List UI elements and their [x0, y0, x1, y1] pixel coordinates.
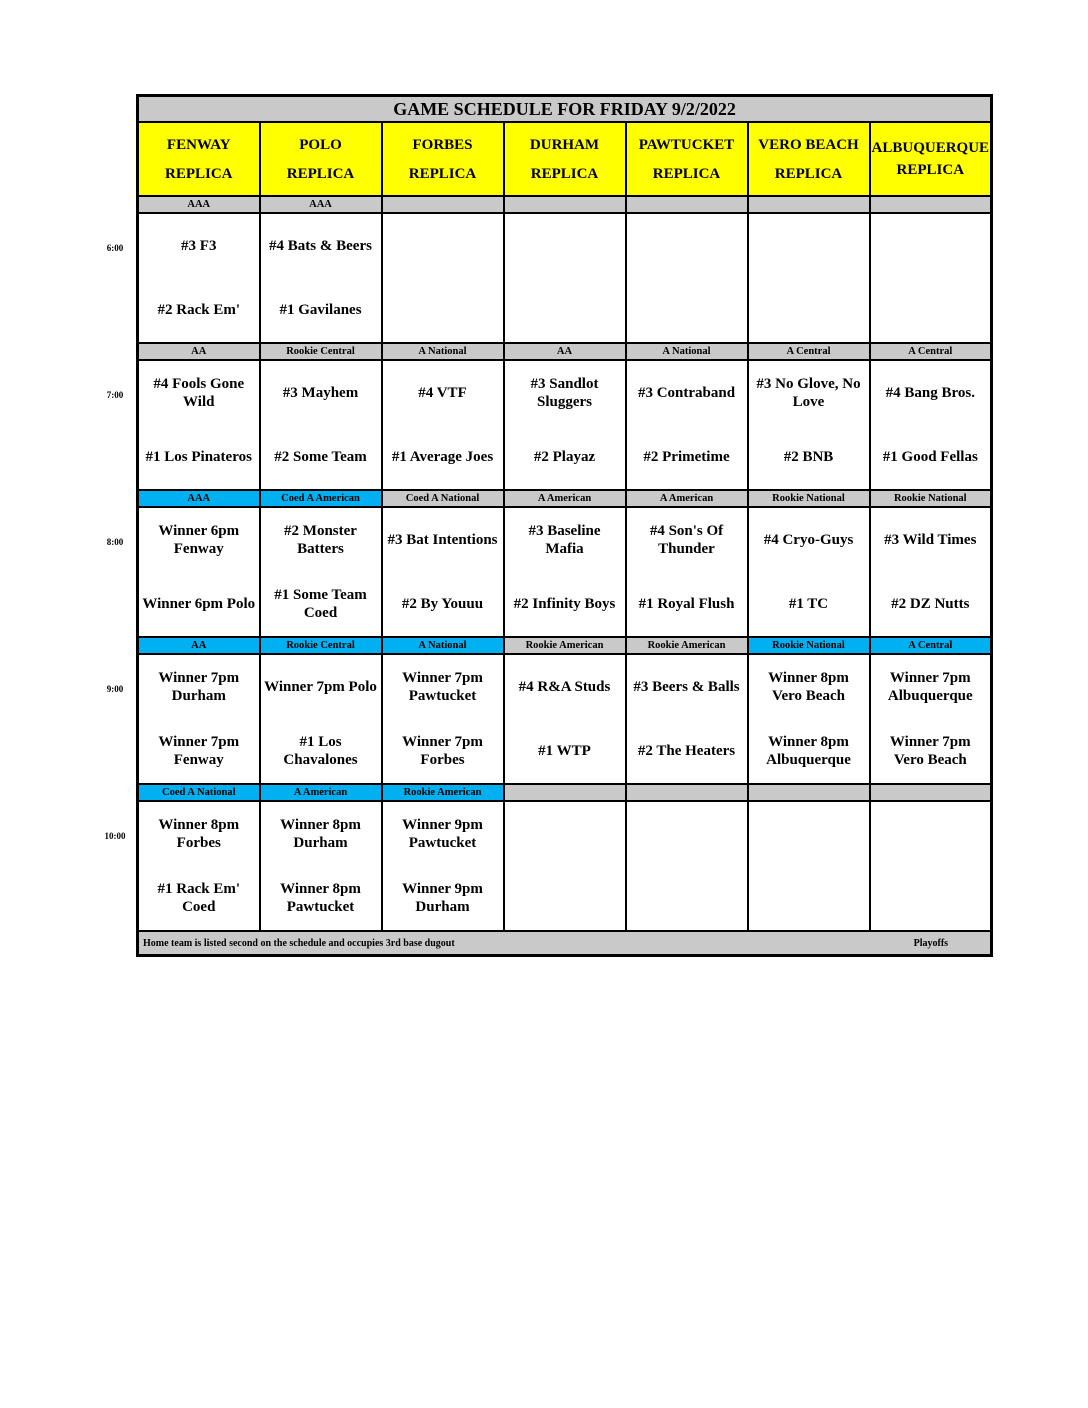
division-label: A American — [504, 490, 626, 507]
division-label — [870, 196, 992, 213]
game-cell — [748, 801, 870, 931]
division-label: Coed A National — [138, 784, 260, 801]
division-label: A National — [626, 343, 748, 360]
field-name: VERO BEACH — [758, 136, 859, 153]
division-label — [748, 196, 870, 213]
division-label: A National — [382, 343, 504, 360]
division-label — [504, 196, 626, 213]
game-row — [138, 507, 992, 637]
game-cell — [260, 654, 382, 784]
division-row — [138, 343, 992, 360]
game-cell — [870, 213, 992, 343]
game-cell — [748, 654, 870, 784]
game-cell — [138, 507, 260, 637]
division-row — [138, 490, 992, 507]
home-team: #2 Some Team — [274, 449, 367, 465]
division-label — [748, 784, 870, 801]
away-team: #4 VTF — [418, 385, 467, 401]
home-team: #2 DZ Nutts — [891, 596, 970, 612]
home-team — [627, 278, 747, 342]
division-label: Rookie National — [870, 490, 992, 507]
field-header-vero-beach — [748, 122, 870, 196]
game-cell — [870, 360, 992, 490]
schedule-table — [136, 94, 993, 957]
division-label: AA — [138, 343, 260, 360]
time-label: 7:00 — [106, 390, 124, 400]
game-cell — [626, 801, 748, 931]
away-team — [627, 802, 747, 866]
home-team: #1 Good Fellas — [882, 449, 978, 465]
division-label — [382, 196, 504, 213]
field-header-fenway — [138, 122, 260, 196]
game-cell — [504, 213, 626, 343]
away-team: #3 Wild Times — [884, 532, 977, 548]
division-label — [870, 784, 992, 801]
home-team: Winner 7pm Vero Beach — [889, 734, 971, 768]
away-team: Winner 7pm Albuquerque — [887, 670, 973, 704]
division-label: AAA — [138, 196, 260, 213]
home-team — [749, 278, 869, 342]
time-label: 8:00 — [106, 537, 124, 547]
game-cell — [382, 654, 504, 784]
away-team: #3 Sandlot Sluggers — [530, 376, 599, 410]
game-cell — [260, 801, 382, 931]
away-team: #4 R&A Studs — [518, 679, 611, 695]
division-label: A American — [260, 784, 382, 801]
home-team: #1 Los Chavalones — [283, 734, 358, 768]
away-team: #3 Baseline Mafia — [528, 523, 601, 557]
game-cell — [504, 654, 626, 784]
field-header-albuquerque — [870, 122, 992, 196]
game-cell — [748, 360, 870, 490]
away-team: #3 Contraband — [637, 385, 736, 401]
home-team — [505, 866, 625, 930]
game-cell — [260, 507, 382, 637]
away-team — [627, 214, 747, 278]
division-label — [504, 784, 626, 801]
away-team: Winner 8pm Vero Beach — [768, 670, 849, 704]
home-team: #2 Playaz — [533, 449, 596, 465]
home-team: #2 Primetime — [643, 449, 730, 465]
game-cell — [504, 507, 626, 637]
division-row — [138, 196, 992, 213]
home-team: #2 Infinity Boys — [513, 596, 616, 612]
division-label: Rookie National — [748, 490, 870, 507]
home-team: #1 Royal Flush — [638, 596, 735, 612]
game-cell — [748, 507, 870, 637]
away-team: #4 Cryo-Guys — [763, 532, 854, 548]
field-header-forbes — [382, 122, 504, 196]
division-label: AAA — [260, 196, 382, 213]
away-team: Winner 7pm Polo — [264, 679, 377, 695]
home-team — [871, 278, 991, 342]
away-team: Winner 9pm Pawtucket — [402, 817, 483, 851]
game-cell — [870, 801, 992, 931]
home-team-note: Home team is listed second on the schedule and occupies 3rd base dugout — [143, 937, 455, 949]
division-label — [626, 196, 748, 213]
home-team — [627, 866, 747, 930]
away-team: #4 Son's Of Thunder — [649, 523, 724, 557]
division-label: Coed A American — [260, 490, 382, 507]
game-cell — [382, 213, 504, 343]
away-team: Winner 7pm Pawtucket — [402, 670, 483, 704]
division-row — [138, 784, 992, 801]
time-label: 9:00 — [106, 684, 124, 694]
away-team: Winner 8pm Forbes — [158, 817, 240, 851]
home-team — [505, 278, 625, 342]
home-team: Winner 6pm Polo — [142, 596, 256, 612]
field-subtitle: REPLICA — [896, 162, 965, 178]
away-team: Winner 7pm Durham — [158, 670, 240, 704]
division-label: Rookie American — [626, 637, 748, 654]
home-team: #1 Average Joes — [391, 449, 494, 465]
home-team: #2 BNB — [783, 449, 834, 465]
field-name: DURHAM — [529, 136, 600, 153]
home-team: Winner 7pm Fenway — [158, 734, 240, 768]
game-cell — [138, 213, 260, 343]
home-team: Winner 7pm Forbes — [402, 734, 483, 768]
away-team: #3 F3 — [181, 238, 217, 254]
home-team — [383, 278, 503, 342]
away-team: #4 Fools Gone Wild — [153, 376, 245, 410]
field-name: POLO — [299, 136, 342, 153]
away-team: #2 Monster Batters — [284, 523, 357, 557]
division-label — [626, 784, 748, 801]
game-row — [138, 654, 992, 784]
game-cell — [626, 360, 748, 490]
field-header-polo — [260, 122, 382, 196]
home-team — [749, 866, 869, 930]
division-label: Rookie Central — [260, 637, 382, 654]
game-cell — [382, 801, 504, 931]
home-team: #1 Some Team Coed — [274, 587, 367, 621]
home-team: #1 TC — [788, 596, 829, 612]
division-label: Rookie American — [504, 637, 626, 654]
away-team — [505, 802, 625, 866]
home-team: Winner 8pm Albuquerque — [766, 734, 851, 768]
home-team: #2 Rack Em' — [157, 302, 240, 318]
division-label: A National — [382, 637, 504, 654]
away-team — [871, 214, 991, 278]
division-label: Rookie American — [382, 784, 504, 801]
game-cell — [626, 507, 748, 637]
home-team — [871, 866, 991, 930]
game-cell — [138, 801, 260, 931]
time-label: 6:00 — [106, 243, 124, 253]
game-row — [138, 801, 992, 931]
home-team: #1 Los Pinateros — [145, 449, 252, 465]
game-cell — [382, 360, 504, 490]
away-team — [749, 802, 869, 866]
game-cell — [626, 213, 748, 343]
game-cell — [748, 213, 870, 343]
game-cell — [382, 507, 504, 637]
game-cell — [260, 360, 382, 490]
game-cell — [138, 654, 260, 784]
division-label: AAA — [138, 490, 260, 507]
field-name: FENWAY — [166, 136, 231, 153]
field-header-pawtucket — [626, 122, 748, 196]
footer-note-bar — [138, 931, 992, 956]
schedule-title: GAME SCHEDULE FOR FRIDAY 9/2/2022 — [138, 96, 992, 123]
division-label: A Central — [748, 343, 870, 360]
home-team: #2 The Heaters — [637, 743, 736, 759]
away-team — [749, 214, 869, 278]
home-team: #1 Rack Em' Coed — [157, 881, 240, 915]
field-header-durham — [504, 122, 626, 196]
away-team: #3 No Glove, No Love — [756, 376, 861, 410]
field-subtitle: REPLICA — [530, 165, 599, 182]
away-team: #4 Bats & Beers — [269, 238, 372, 254]
game-cell — [260, 213, 382, 343]
away-team: Winner 6pm Fenway — [158, 523, 240, 557]
field-subtitle: REPLICA — [164, 165, 233, 182]
game-cell — [138, 360, 260, 490]
home-team: #1 Gavilanes — [279, 302, 362, 318]
away-team: #3 Mayhem — [282, 385, 359, 401]
division-row — [138, 637, 992, 654]
division-label: A American — [626, 490, 748, 507]
field-name: FORBES — [412, 136, 473, 153]
division-label: A Central — [870, 637, 992, 654]
away-team — [383, 214, 503, 278]
division-label: AA — [138, 637, 260, 654]
division-label: Rookie Central — [260, 343, 382, 360]
division-label: Coed A National — [382, 490, 504, 507]
time-label: 10:00 — [104, 831, 126, 841]
game-cell — [870, 654, 992, 784]
game-cell — [870, 507, 992, 637]
game-cell — [626, 654, 748, 784]
away-team — [871, 802, 991, 866]
division-label: AA — [504, 343, 626, 360]
division-label: Rookie National — [748, 637, 870, 654]
game-cell — [504, 801, 626, 931]
home-team: Winner 8pm Pawtucket — [280, 881, 361, 915]
field-header-row — [138, 122, 992, 196]
field-name: ALBUQUERQUE — [871, 140, 990, 156]
away-team: #3 Bat Intentions — [387, 532, 498, 548]
game-row — [138, 213, 992, 343]
game-row — [138, 360, 992, 490]
field-subtitle: REPLICA — [408, 165, 477, 182]
game-cell — [504, 360, 626, 490]
home-team: Winner 9pm Durham — [402, 881, 483, 915]
division-label: A Central — [870, 343, 992, 360]
field-subtitle: REPLICA — [774, 165, 843, 182]
home-team: #1 WTP — [538, 743, 591, 759]
field-name: PAWTUCKET — [638, 136, 735, 153]
away-team: Winner 8pm Durham — [280, 817, 361, 851]
home-team: #2 By Youuu — [401, 596, 484, 612]
field-subtitle: REPLICA — [652, 165, 721, 182]
away-team — [505, 214, 625, 278]
away-team: #3 Beers & Balls — [633, 679, 740, 695]
away-team: #4 Bang Bros. — [885, 385, 975, 401]
field-subtitle: REPLICA — [286, 165, 355, 182]
playoffs-legend: Playoffs — [913, 937, 949, 949]
